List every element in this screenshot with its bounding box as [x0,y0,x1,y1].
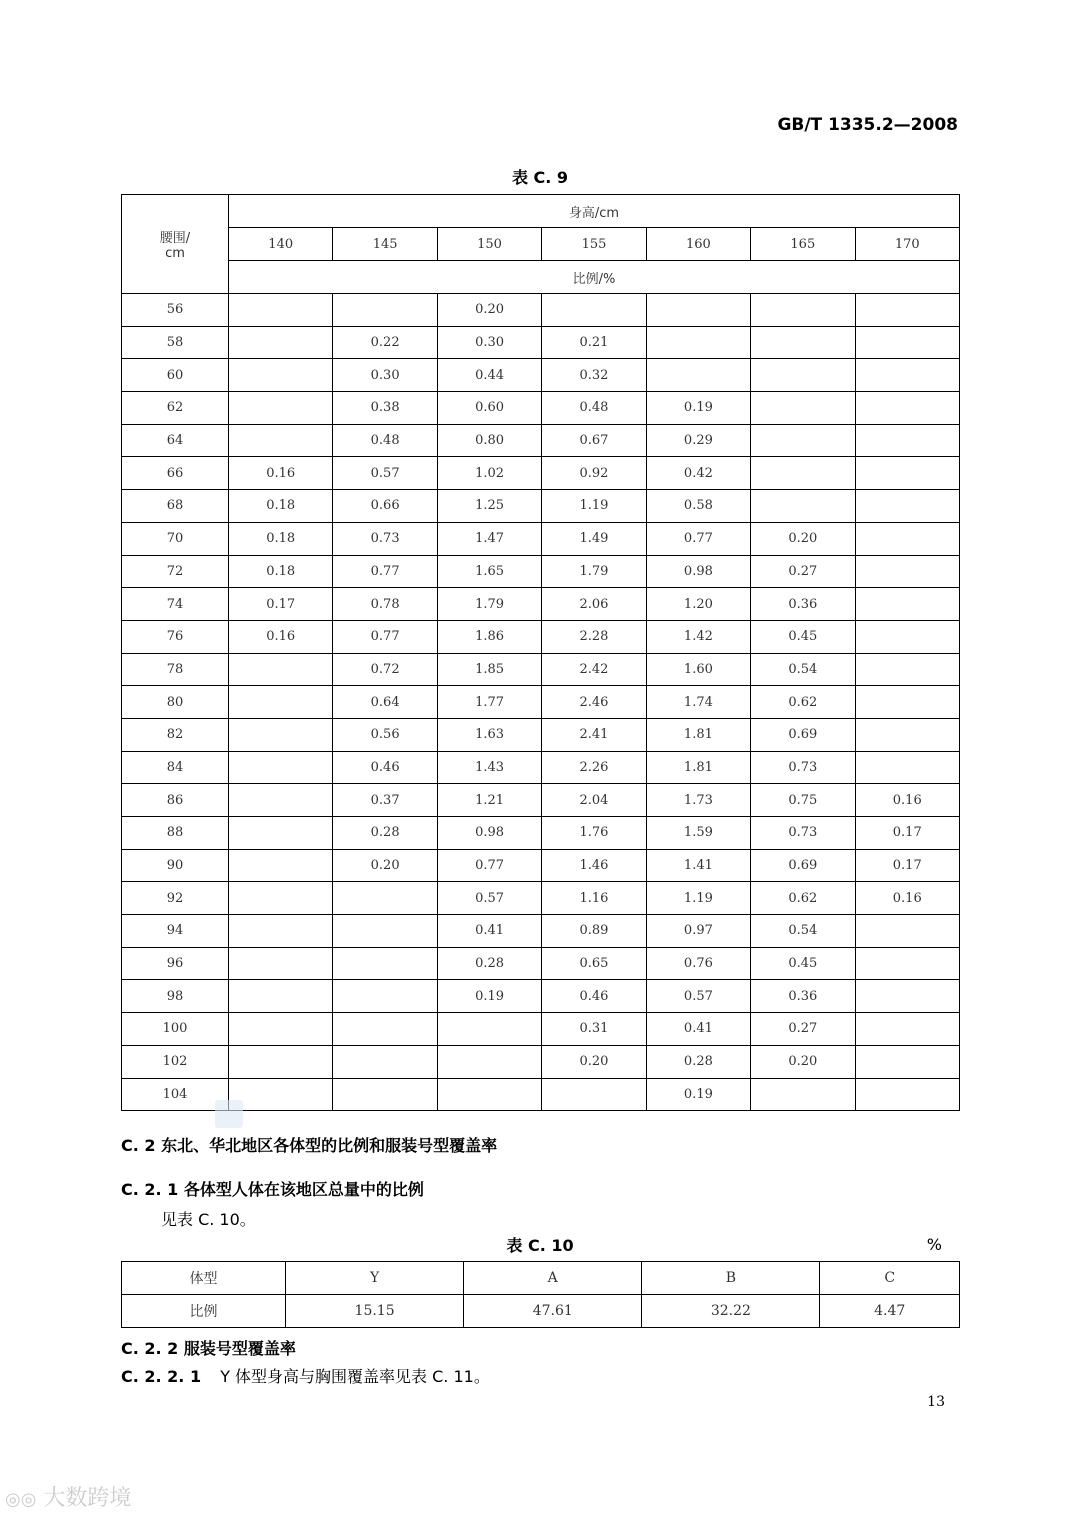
height-col-160: 160 [646,228,750,261]
type-cell-Y: Y [286,1262,464,1295]
value-cell [855,588,959,621]
col-group-header: 身高/cm [229,195,960,228]
height-col-165: 165 [751,228,855,261]
value-cell: 1.59 [646,817,750,850]
value-cell: 1.76 [542,817,646,850]
value-cell: 0.73 [333,522,437,555]
value-cell: 0.54 [751,915,855,948]
value-cell [751,326,855,359]
table-row [122,620,960,653]
waist-cell: 68 [122,490,229,523]
value-cell: 0.45 [751,620,855,653]
value-cell [855,915,959,948]
value-cell: 0.77 [437,849,541,882]
type-cell-C: C [820,1262,960,1295]
table-row [122,326,960,359]
value-cell: 0.80 [437,424,541,457]
table-row [122,457,960,490]
value-cell: 0.31 [542,1013,646,1046]
value-cell [229,294,333,327]
waist-cell: 84 [122,751,229,784]
value-cell: 1.85 [437,653,541,686]
table-row [122,359,960,392]
value-cell [333,294,437,327]
table-row [122,817,960,850]
value-cell: 0.19 [646,392,750,425]
ratio-value-Y: 15.15 [286,1295,464,1328]
value-cell: 0.62 [751,686,855,719]
value-cell [855,620,959,653]
value-cell: 0.16 [229,457,333,490]
table-c10-unit: % [926,1235,942,1254]
value-cell [855,555,959,588]
value-cell [751,1078,855,1111]
value-cell: 1.46 [542,849,646,882]
value-cell: 0.16 [229,620,333,653]
value-cell: 0.32 [542,359,646,392]
table-row [122,1045,960,1078]
value-cell: 0.44 [437,359,541,392]
value-cell [751,490,855,523]
value-cell: 0.38 [333,392,437,425]
value-cell [333,1045,437,1078]
value-cell: 0.30 [333,359,437,392]
value-cell: 1.16 [542,882,646,915]
value-cell: 0.28 [333,817,437,850]
value-cell: 0.75 [751,784,855,817]
waist-cell: 104 [122,1078,229,1111]
value-cell [229,849,333,882]
table-row [122,751,960,784]
value-cell: 0.27 [751,555,855,588]
value-cell: 0.20 [751,1045,855,1078]
value-cell: 0.54 [751,653,855,686]
value-cell: 0.77 [333,620,437,653]
value-cell: 0.17 [229,588,333,621]
value-cell: 0.18 [229,522,333,555]
value-cell: 1.77 [437,686,541,719]
ratio-value-B: 32.22 [642,1295,820,1328]
value-cell: 1.73 [646,784,750,817]
value-cell: 1.21 [437,784,541,817]
value-cell: 0.20 [751,522,855,555]
value-cell [229,718,333,751]
table-c9-title: 表 C. 9 [511,168,569,187]
table-row [122,555,960,588]
value-cell [751,457,855,490]
value-cell: 0.65 [542,947,646,980]
value-cell: 1.49 [542,522,646,555]
value-cell: 0.77 [333,555,437,588]
value-cell [855,947,959,980]
value-cell [437,1013,541,1046]
value-cell: 1.81 [646,751,750,784]
table-row [122,294,960,327]
value-cell [229,392,333,425]
value-cell [229,1013,333,1046]
value-cell [855,1078,959,1111]
value-cell: 2.46 [542,686,646,719]
logo-icon: ◎◎ [5,1489,37,1510]
value-cell: 0.28 [646,1045,750,1078]
waist-cell: 64 [122,424,229,457]
value-cell: 0.57 [437,882,541,915]
value-cell: 0.20 [333,849,437,882]
ratio-header: 比例 [122,1295,286,1328]
value-cell: 0.42 [646,457,750,490]
value-cell: 0.48 [542,392,646,425]
table-row [122,882,960,915]
value-cell [333,1078,437,1111]
waist-cell: 72 [122,555,229,588]
section-c22-heading: C. 2. 2 服装号型覆盖率 [121,1339,296,1358]
value-cell: 0.37 [333,784,437,817]
value-cell: 0.58 [646,490,750,523]
value-cell: 1.47 [437,522,541,555]
table-row [122,490,960,523]
watermark-icon [215,1100,243,1128]
table-row [122,522,960,555]
value-cell: 1.20 [646,588,750,621]
value-cell [229,686,333,719]
waist-cell: 56 [122,294,229,327]
value-cell: 1.25 [437,490,541,523]
value-cell: 0.45 [751,947,855,980]
waist-cell: 98 [122,980,229,1013]
value-cell: 2.04 [542,784,646,817]
value-cell [229,424,333,457]
value-cell: 1.19 [542,490,646,523]
value-cell: 2.06 [542,588,646,621]
waist-cell: 74 [122,588,229,621]
value-cell: 0.19 [437,980,541,1013]
value-cell [333,980,437,1013]
value-cell: 1.74 [646,686,750,719]
row-header: 腰围/ cm [122,195,229,294]
value-cell [855,359,959,392]
value-cell: 0.64 [333,686,437,719]
page-number: 13 [927,1394,945,1410]
value-cell: 1.65 [437,555,541,588]
ratio-value-A: 47.61 [464,1295,642,1328]
value-cell: 0.21 [542,326,646,359]
value-cell [542,294,646,327]
value-cell: 0.92 [542,457,646,490]
value-cell: 0.66 [333,490,437,523]
value-cell [855,653,959,686]
waist-cell: 102 [122,1045,229,1078]
value-cell: 0.97 [646,915,750,948]
value-cell: 0.57 [646,980,750,1013]
waist-cell: 86 [122,784,229,817]
value-cell [751,392,855,425]
value-cell [855,326,959,359]
value-cell: 2.26 [542,751,646,784]
value-cell: 0.36 [751,980,855,1013]
value-cell [855,1013,959,1046]
value-cell: 0.69 [751,718,855,751]
table-row [122,947,960,980]
waist-cell: 94 [122,915,229,948]
value-cell: 1.41 [646,849,750,882]
value-cell [751,424,855,457]
type-header: 体型 [122,1262,286,1295]
value-cell: 0.17 [855,817,959,850]
height-col-140: 140 [229,228,333,261]
value-cell [855,490,959,523]
value-cell: 0.72 [333,653,437,686]
value-cell [229,882,333,915]
value-cell [229,947,333,980]
value-cell: 0.22 [333,326,437,359]
value-cell: 1.63 [437,718,541,751]
table-row [122,1013,960,1046]
value-cell [855,457,959,490]
value-cell [646,326,750,359]
value-cell: 0.98 [646,555,750,588]
value-cell [229,784,333,817]
standard-code: GB/T 1335.2—2008 [777,115,958,135]
value-cell [855,294,959,327]
section-c21-heading: C. 2. 1 各体型人体在该地区总量中的比例 [121,1180,424,1199]
value-cell: 0.89 [542,915,646,948]
value-cell [855,751,959,784]
value-cell: 1.19 [646,882,750,915]
table-row [122,784,960,817]
value-cell: 0.17 [855,849,959,882]
value-cell: 0.41 [437,915,541,948]
value-cell [333,915,437,948]
section-c221: C. 2. 2. 1 Y 体型身高与胸围覆盖率见表 C. 11。 [121,1367,490,1386]
value-cell [229,326,333,359]
table-row [122,588,960,621]
value-cell [855,1045,959,1078]
value-cell: 0.56 [333,718,437,751]
waist-cell: 60 [122,359,229,392]
value-cell: 2.42 [542,653,646,686]
waist-cell: 58 [122,326,229,359]
waist-cell: 80 [122,686,229,719]
watermark: ◎◎ 大数跨境 [5,1486,132,1511]
table-row [122,1078,960,1111]
waist-cell: 66 [122,457,229,490]
value-cell: 0.16 [855,784,959,817]
value-cell [333,882,437,915]
table-row [122,849,960,882]
value-cell: 0.41 [646,1013,750,1046]
waist-cell: 62 [122,392,229,425]
value-cell: 1.86 [437,620,541,653]
value-cell: 0.16 [855,882,959,915]
height-col-155: 155 [542,228,646,261]
value-cell [437,1045,541,1078]
value-cell: 2.41 [542,718,646,751]
value-cell: 0.20 [437,294,541,327]
height-col-145: 145 [333,228,437,261]
value-cell: 0.69 [751,849,855,882]
value-cell [333,947,437,980]
waist-cell: 78 [122,653,229,686]
value-cell: 2.28 [542,620,646,653]
value-cell: 0.36 [751,588,855,621]
value-cell [751,294,855,327]
value-cell: 1.43 [437,751,541,784]
value-cell: 0.62 [751,882,855,915]
value-cell: 1.79 [437,588,541,621]
value-cell [229,1078,333,1111]
value-cell [855,718,959,751]
value-cell: 0.73 [751,817,855,850]
value-cell: 0.29 [646,424,750,457]
waist-cell: 90 [122,849,229,882]
value-cell: 0.78 [333,588,437,621]
table-row [122,653,960,686]
table-row [122,980,960,1013]
waist-cell: 88 [122,817,229,850]
table-row [122,915,960,948]
value-cell [229,653,333,686]
value-cell: 0.98 [437,817,541,850]
value-cell [333,1013,437,1046]
value-cell [855,980,959,1013]
value-cell: 0.57 [333,457,437,490]
value-cell: 0.19 [646,1078,750,1111]
value-cell [229,980,333,1013]
value-cell: 0.48 [333,424,437,457]
value-cell: 1.42 [646,620,750,653]
ratio-label: 比例/% [229,261,960,294]
table-row [122,718,960,751]
value-cell: 0.28 [437,947,541,980]
value-cell [751,359,855,392]
value-cell [855,686,959,719]
waist-cell: 96 [122,947,229,980]
waist-cell: 92 [122,882,229,915]
height-col-150: 150 [437,228,541,261]
value-cell [229,817,333,850]
value-cell [855,522,959,555]
table-row [122,392,960,425]
table-c10-title: 表 C. 10 [506,1236,574,1255]
value-cell: 0.60 [437,392,541,425]
value-cell [229,1045,333,1078]
value-cell: 0.20 [542,1045,646,1078]
value-cell: 0.77 [646,522,750,555]
value-cell: 0.46 [333,751,437,784]
value-cell [646,359,750,392]
table-row [122,424,960,457]
value-cell: 0.30 [437,326,541,359]
value-cell: 0.27 [751,1013,855,1046]
value-cell [542,1078,646,1111]
value-cell [437,1078,541,1111]
value-cell: 0.18 [229,555,333,588]
type-cell-A: A [464,1262,642,1295]
value-cell [646,294,750,327]
value-cell: 1.79 [542,555,646,588]
waist-cell: 70 [122,522,229,555]
height-col-170: 170 [855,228,959,261]
section-c2-heading: C. 2 东北、华北地区各体型的比例和服装号型覆盖率 [121,1136,498,1155]
value-cell [229,359,333,392]
section-c21-text: 见表 C. 10。 [161,1210,256,1229]
waist-cell: 76 [122,620,229,653]
value-cell [229,915,333,948]
table-row [122,686,960,719]
value-cell: 0.76 [646,947,750,980]
value-cell: 1.81 [646,718,750,751]
table-c9 [121,194,960,1111]
value-cell: 1.60 [646,653,750,686]
ratio-value-C: 4.47 [820,1295,960,1328]
value-cell [229,751,333,784]
value-cell: 1.02 [437,457,541,490]
value-cell [855,424,959,457]
value-cell: 0.67 [542,424,646,457]
table-c10 [121,1261,960,1328]
value-cell [855,392,959,425]
value-cell: 0.18 [229,490,333,523]
value-cell: 0.73 [751,751,855,784]
value-cell: 0.46 [542,980,646,1013]
waist-cell: 100 [122,1013,229,1046]
waist-cell: 82 [122,718,229,751]
type-cell-B: B [642,1262,820,1295]
